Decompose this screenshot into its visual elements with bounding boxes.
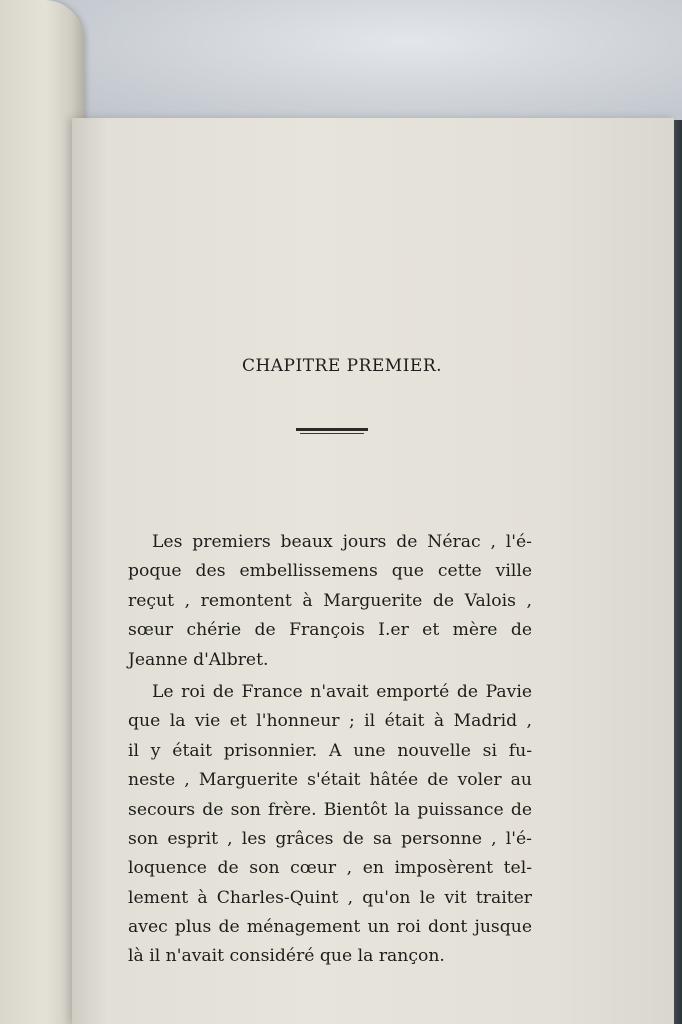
text-line: secours de son frère. Bientôt la puissance de — [128, 799, 532, 820]
ornament-thin-line — [300, 433, 364, 434]
chapter-title: CHAPITRE PREMIER. — [241, 356, 443, 376]
body-text — [128, 528, 532, 972]
text-line: Les premiers beaux jours de Nérac , l'é- — [152, 532, 532, 552]
text-line: reçut , remontent à Marguerite de Valois , — [128, 590, 532, 611]
text-line: que la vie et l'honneur ; il était à Madrid , — [128, 711, 532, 732]
text-line: Le roi de France n'avait emporté de Pavie — [152, 681, 532, 702]
text-line: il y était prisonnier. A une nouvelle si fu- — [128, 740, 532, 761]
book-page — [72, 118, 674, 1024]
title-ornament-rule — [296, 428, 368, 436]
paragraph-1 — [128, 528, 532, 675]
text-line: neste , Marguerite s'était hâtée de voler au — [128, 770, 532, 791]
text-line: avec plus de ménagement un roi dont jusque — [128, 917, 532, 938]
text-line: lement à Charles-Quint , qu'on le vit traiter — [128, 887, 532, 908]
text-line: poque des embellissemens que cette ville — [128, 561, 532, 582]
text-line: son esprit , les grâces de sa personne , l'é- — [128, 828, 532, 849]
ornament-thick-line — [296, 428, 368, 431]
text-line: Jeanne d'Albret. — [128, 649, 269, 670]
text-line: loquence de son cœur , en imposèrent tel- — [128, 858, 532, 879]
text-line: là il n'avait considéré que la rançon. — [128, 946, 445, 967]
text-line: sœur chérie de François I.er et mère de — [128, 620, 532, 641]
paragraph-2 — [128, 678, 532, 972]
